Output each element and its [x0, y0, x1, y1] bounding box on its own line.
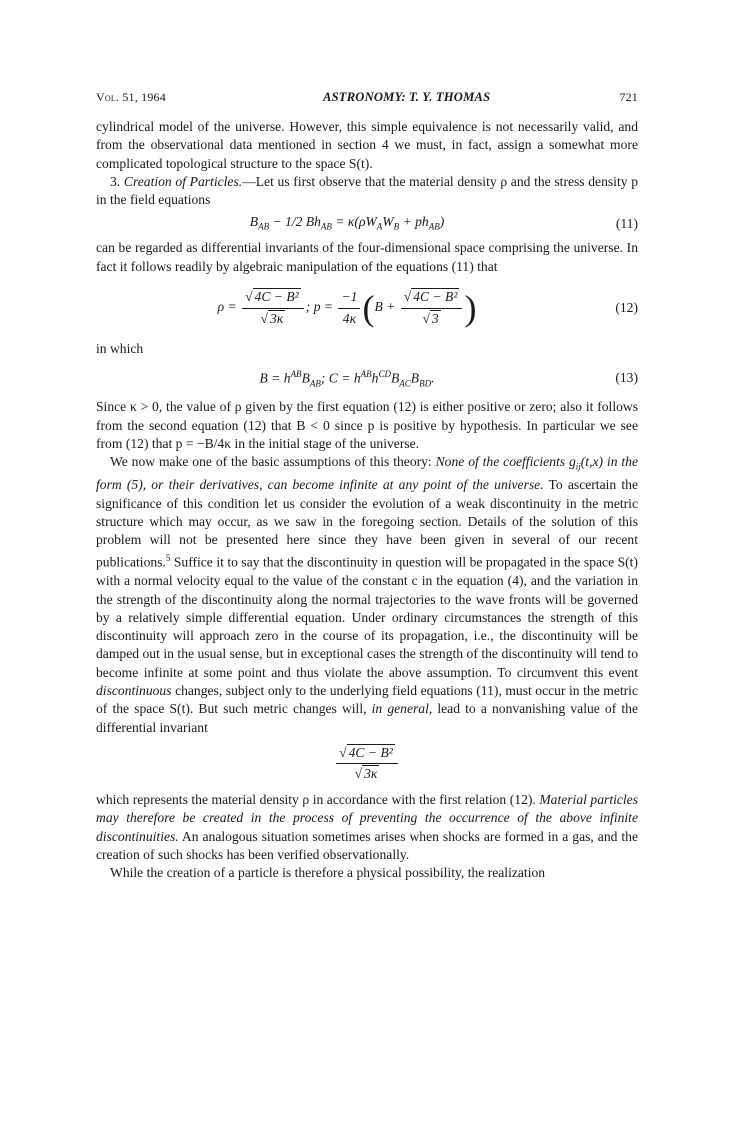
- paragraph-5: which represents the material density ρ in accordance with the first relation (12). Material particles may therefore be created in the process of preventing the occurrence of the above infinite discontinuities. An analogous situation sometimes arises when shocks are formed in a gas, and the creation of such shocks has been verified observationally.: [96, 791, 639, 862]
- paragraph-1: cylindrical model of the universe. However, this simple equivalence is not necessarily valid, and from the observational data mentioned in section 4 we must, in fact, assign a somewhat more complicated topological structure to the space S(t).: [96, 119, 638, 171]
- equation-11: $B_{AB} - 1/2$ $Bh_{AB} = \kappa(\rho W_AW_B + ph_{AB})$ (11): [249, 213, 638, 232]
- in-which-text: in which: [96, 341, 144, 357]
- paragraph-4: We now make one of the basic assumptions of this theory: None of the coefficients $g_{ij}(t,x)$ in the form (5), or their derivatives, can become infinite at any point of the universe. To ascertain the significance of this condition let us consider the evolution of a weak discontinuity in the metric structure which may occur, as we saw in the foregoing section. Details of the solution of this problem will not be presented here since they have been given in several of our recent publications.$^5$ Suffice it to say that the discontinuity in question will be propagated in the space S(t) with a normal velocity equal to the value of the constant c in the equation (4), and the variation in the strength of the discontinuity along the normal trajectories to the wave fronts will be governed by a relatively simple differential equation. Under ordinary circumstances the strength of this discontinuity will approach zero in the course of its propagation, i.e., the discontinuity will be damped out in the usual sense, but in exceptional cases the strength of the discontinuity will tend to become infinite at some point and thus violate the above assumption. To circumvent this event discontinuous changes, subject only to the underlying field equations (11), must occur in the metric of the space S(t). But such metric changes will, in general, lead to a nonvanishing value of the differential invariant: [96, 454, 638, 735]
- section-number: 3.: [110, 173, 121, 189]
- paragraph-2: can be regarded as differential invariants of the four-dimensional space comprising the universe. In fact it follows readily by algebraic manipulation of the equations (11) that: [96, 240, 638, 274]
- p-inner-fraction: $\frac{\text{√ 4C − B²}}{√ 3}$: [401, 288, 463, 328]
- volume-label: Vol. 51, 1964: [96, 90, 166, 104]
- equation-number-12: (12): [615, 299, 638, 315]
- page: [96, 88, 638, 882]
- equation-number-13: (13): [615, 370, 638, 386]
- equation-number-11: (11): [615, 216, 638, 232]
- page-number: 721: [619, 90, 638, 104]
- differential-invariant-expression: $\frac{\text{√ 4C − B²}}{√ 3\kappa}$: [96, 737, 638, 791]
- footnote-marker: 5: [165, 553, 171, 564]
- section-3-paragraph: [96, 173, 638, 210]
- section-title: Creation of Particles.: [123, 173, 243, 189]
- equation-12: ρ = $\frac{\text{√ 4C − B²}}{√ 3\kappa}$ ; p = $\frac{-1}{4\kappa}$ (B + $\frac{\text{√ 4C − B²}}{√ 3}$ ) (12): [217, 288, 638, 329]
- running-header: [96, 88, 638, 102]
- section-text: —Let us first observe that the material density ρ and the stress density p in the field equations: [96, 173, 638, 208]
- paragraph-3: Since κ > 0, the value of ρ given by the first equation (12) is either positive or zero; also it follows from the second equation (12) that B < 0 since p is positive by hypothesis. In particular we see from (12) that p = −B/4κ in the initial stage of the universe.: [96, 399, 638, 451]
- p-coefficient-fraction: $\frac{-1}{4\kappa}$: [338, 288, 360, 328]
- rho-fraction: $\frac{\text{√ 4C − B²}}{√ 3\kappa}$: [242, 288, 304, 328]
- paragraph-6: While the creation of a particle is therefore a physical possibility, the realization: [110, 865, 546, 881]
- running-title: ASTRONOMY: T. Y. THOMAS: [323, 90, 491, 104]
- equation-13: $B = h^{AB}B_{AB}$; $C = h^{AB}h^{CD}B_{AC}B_{BD}$. (13): [259, 368, 638, 388]
